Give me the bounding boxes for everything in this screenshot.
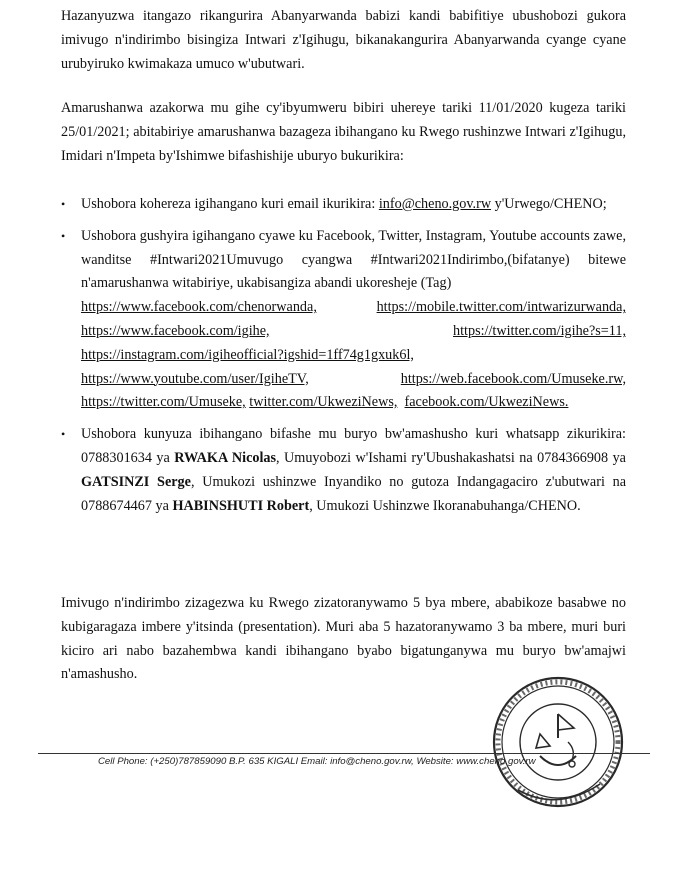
email-text-after: y'Urwego/CHENO;	[491, 196, 607, 212]
links-row	[81, 344, 626, 368]
list-item-social	[61, 225, 626, 415]
email-text-before: Ushobora kohereza igihangano kuri email ikurikira:	[81, 196, 379, 212]
bullet-icon: •	[61, 197, 66, 211]
whatsapp-text-4: , Umukozi Ushinzwe Ikoranabuhanga/CHENO.	[309, 497, 581, 514]
bullet-icon: •	[61, 427, 66, 442]
youtube-igihe-link[interactable]: https://www.youtube.com/user/IgiheTV,	[81, 370, 309, 387]
instagram-igihe-link[interactable]: https://instagram.com/igiheofficial?igshid=1ff74g1gxuk6l,	[81, 346, 414, 363]
links-row	[81, 391, 626, 415]
twitter-intwari-link[interactable]: https://mobile.twitter.com/intwarizurwanda,	[376, 299, 626, 316]
twitter-igihe-link[interactable]: https://twitter.com/igihe?s=11,	[453, 322, 626, 339]
intro-paragraph: Hazanyuzwa itangazo rikangurira Abanyarwanda babizi kandi babifitiye ubushobozi gukora imivugo n'indirimbo bisingiza Intwari z'Igihugu, bikanakangurira Abanyarwanda cyange cyane urubyiruko kwimakaza umuco w'ubutwari.	[61, 8, 626, 72]
links-row	[81, 296, 626, 320]
facebook-igihe-link[interactable]: https://www.facebook.com/igihe,	[81, 322, 270, 339]
email-link[interactable]: info@cheno.gov.rw	[378, 196, 492, 212]
final-paragraph: Imivugo n'indirimbo zizagezwa ku Rwego zizatoranywamo 5 bya mbere, ababikoze basabwe no kubigaragaza imbere y'itsinda (presentation). Muri aba 5 hazatoranywamo 3 ba mbere, muri buri kiciro ari nabo bazahembwa kandi ibihangano byabo bigatunganywa mu buryo bw'amajwi n'amashusho.	[61, 595, 626, 683]
footer-contact-info: Cell Phone: (+250)787859090 B.P. 635 KIGALI Email: info@cheno.gov.rw, Website: www.cheno.gov.rw	[98, 756, 536, 767]
social-text: Ushobora gushyira igihangano cyawe ku Facebook, Twitter, Instagram, Youtube accounts zawe, wanditse #Intwari2021Umuvugo cyangwa #Intwari2021Indirimbo,(bifatanye) bitewe n'amarushanwa witabiriye, ukabisangiza abandi ukoresheje (Tag)	[81, 227, 626, 292]
facebook-cheno-link[interactable]: https://www.facebook.com/chenorwanda,	[81, 299, 317, 316]
bullet-icon: •	[61, 228, 66, 243]
facebook-ukwezi-link[interactable]: facebook.com/UkweziNews.	[404, 394, 569, 411]
twitter-ukwezi-link[interactable]: twitter.com/UkweziNews,	[249, 394, 398, 411]
submission-methods-list	[61, 193, 626, 526]
links-row	[81, 368, 626, 392]
social-links	[81, 296, 626, 415]
whatsapp-text-1: Ushobora kunyuza ibihangano bifashe mu buryo bw'amashusho kuri whatsapp zikurikira: 0788301634 ya	[81, 426, 626, 466]
links-row	[81, 320, 626, 344]
dates-paragraph: Amarushanwa azakorwa mu gihe cy'ibyumweru bibiri uhereye tariki 11/01/2020 kugeza tariki 25/01/2021; abitabiriye amarushanwa bazageza ibihangano ku Rwego rushinzwe Intwari z'Igihugu, Imidari n'Impeta by'Ishimwe bifashishije uburyo bukurikira:	[61, 100, 626, 164]
list-item-email	[61, 193, 626, 217]
whatsapp-text-2: , Umuyobozi w'Ishami ry'Ubushakashatsi na 0784366908 ya	[276, 449, 626, 466]
contact-name-rwaka: RWAKA Nicolas	[174, 449, 277, 466]
whatsapp-text-3: , Umukozi ushinzwe Inyandiko no gutoza Indangagaciro z'ubutwari na 0788674467 ya	[81, 473, 626, 514]
twitter-umuseke-link[interactable]: https://twitter.com/Umuseke,	[81, 394, 246, 411]
facebook-umuseke-link[interactable]: https://web.facebook.com/Umuseke.rw,	[400, 370, 626, 387]
contact-name-habinshuti: HABINSHUTI Robert	[172, 497, 310, 514]
list-item-whatsapp	[61, 423, 626, 518]
footer-divider	[38, 753, 650, 754]
official-stamp-seal	[488, 672, 628, 812]
contact-name-gatsinzi: GATSINZI Serge	[81, 473, 191, 490]
